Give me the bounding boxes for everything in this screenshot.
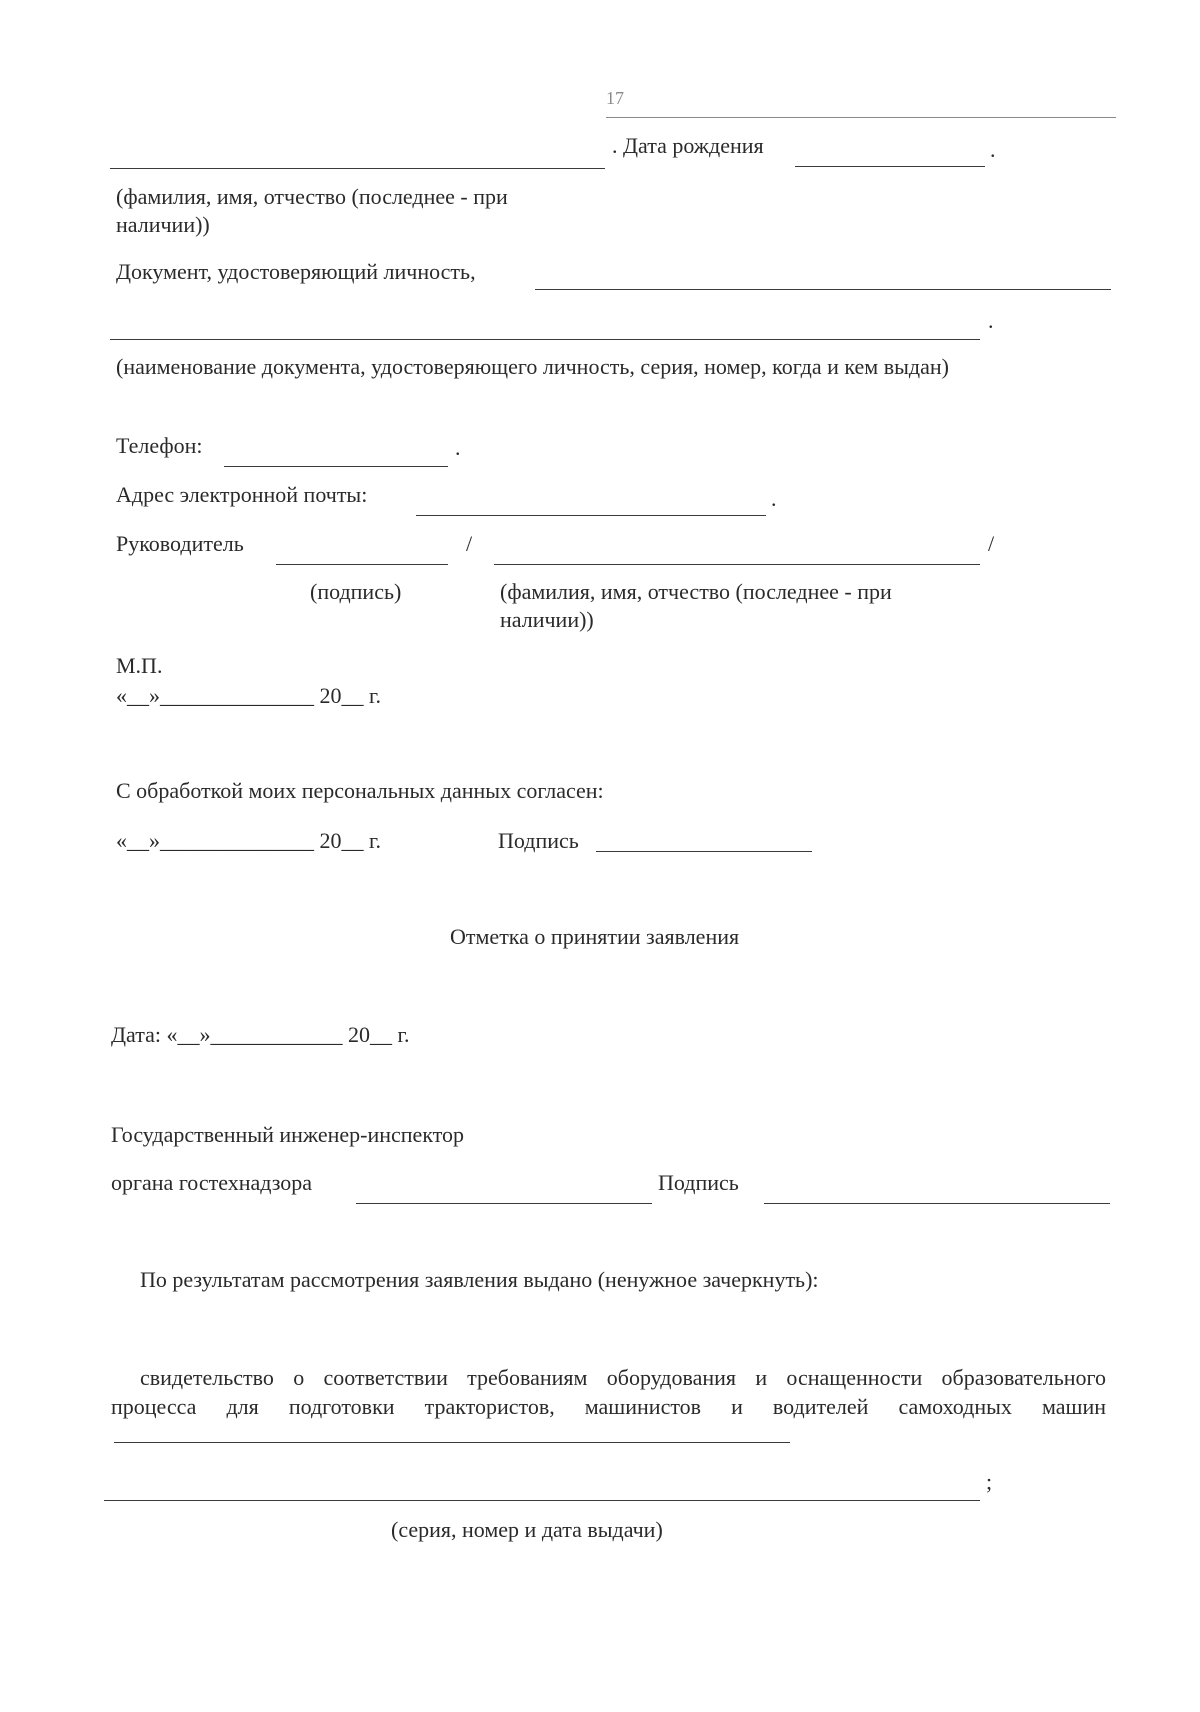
consent-text: С обработкой моих персональных данных согласен: <box>116 778 604 803</box>
head-signature-field[interactable] <box>276 564 448 565</box>
birth-date-period: . <box>990 137 996 162</box>
consent-date[interactable]: «__»______________ 20__ г. <box>116 828 382 853</box>
certificate-line1: свидетельство о соответствии требованиям оборудования и оснащенности образовательного <box>140 1365 1106 1390</box>
acceptance-date[interactable]: Дата: «__»____________ 20__ г. <box>111 1022 410 1047</box>
inspector-title-line1: Государственный инженер-инспектор <box>111 1122 465 1147</box>
signature-caption: (подпись) <box>310 579 402 604</box>
head-name-caption: (фамилия, имя, отчество (последнее - при наличии)) <box>500 579 892 632</box>
stamp-label: М.П. <box>116 653 163 678</box>
id-document-field[interactable] <box>535 289 1111 290</box>
head-slash-1: / <box>466 531 473 556</box>
page-number: 17 <box>606 88 624 108</box>
birth-date-field[interactable] <box>795 166 985 167</box>
email-label: Адрес электронной почты: <box>116 482 368 507</box>
inspector-signature-field[interactable] <box>764 1203 1110 1204</box>
full-name-caption: (фамилия, имя, отчество (последнее - при наличии)) <box>116 184 508 237</box>
inspector-title-line2: органа гостехнадзора <box>111 1170 313 1195</box>
certificate-line2: процесса для подготовки трактористов, машинистов и водителей самоходных машин <box>111 1394 1106 1419</box>
result-intro: По результатам рассмотрения заявления выдано (ненужное зачеркнуть): <box>140 1267 819 1292</box>
head-slash-2: / <box>988 531 995 556</box>
head-name-field[interactable] <box>494 564 980 565</box>
email-field[interactable] <box>416 515 766 516</box>
email-period: . <box>771 486 777 511</box>
applicant-date[interactable]: «__»______________ 20__ г. <box>116 683 382 708</box>
inspector-name-field[interactable] <box>356 1203 652 1204</box>
certificate-semicolon: ; <box>986 1469 993 1494</box>
certificate-series-field[interactable] <box>104 1500 980 1501</box>
id-document-caption: (наименование документа, удостоверяющего личность, серия, номер, когда и кем выдан) <box>116 354 949 379</box>
acceptance-title: Отметка о принятии заявления <box>450 924 740 949</box>
phone-period: . <box>455 435 461 460</box>
inspector-signature-label: Подпись <box>658 1170 739 1195</box>
phone-field[interactable] <box>224 466 448 467</box>
id-document-label: Документ, удостоверяющий личность, <box>116 259 476 284</box>
series-caption: (серия, номер и дата выдачи) <box>391 1517 663 1542</box>
consent-signature-field[interactable] <box>596 851 812 852</box>
id-document-period: . <box>988 308 994 333</box>
full-name-field[interactable] <box>110 168 605 169</box>
head-label: Руководитель <box>116 531 244 556</box>
birth-date-label: . Дата рождения <box>612 133 764 158</box>
certificate-name-field[interactable] <box>114 1442 790 1443</box>
id-document-field-line2[interactable] <box>110 339 980 340</box>
phone-label: Телефон: <box>116 433 203 458</box>
consent-signature-label: Подпись <box>498 828 579 853</box>
header-rule <box>606 117 1116 118</box>
